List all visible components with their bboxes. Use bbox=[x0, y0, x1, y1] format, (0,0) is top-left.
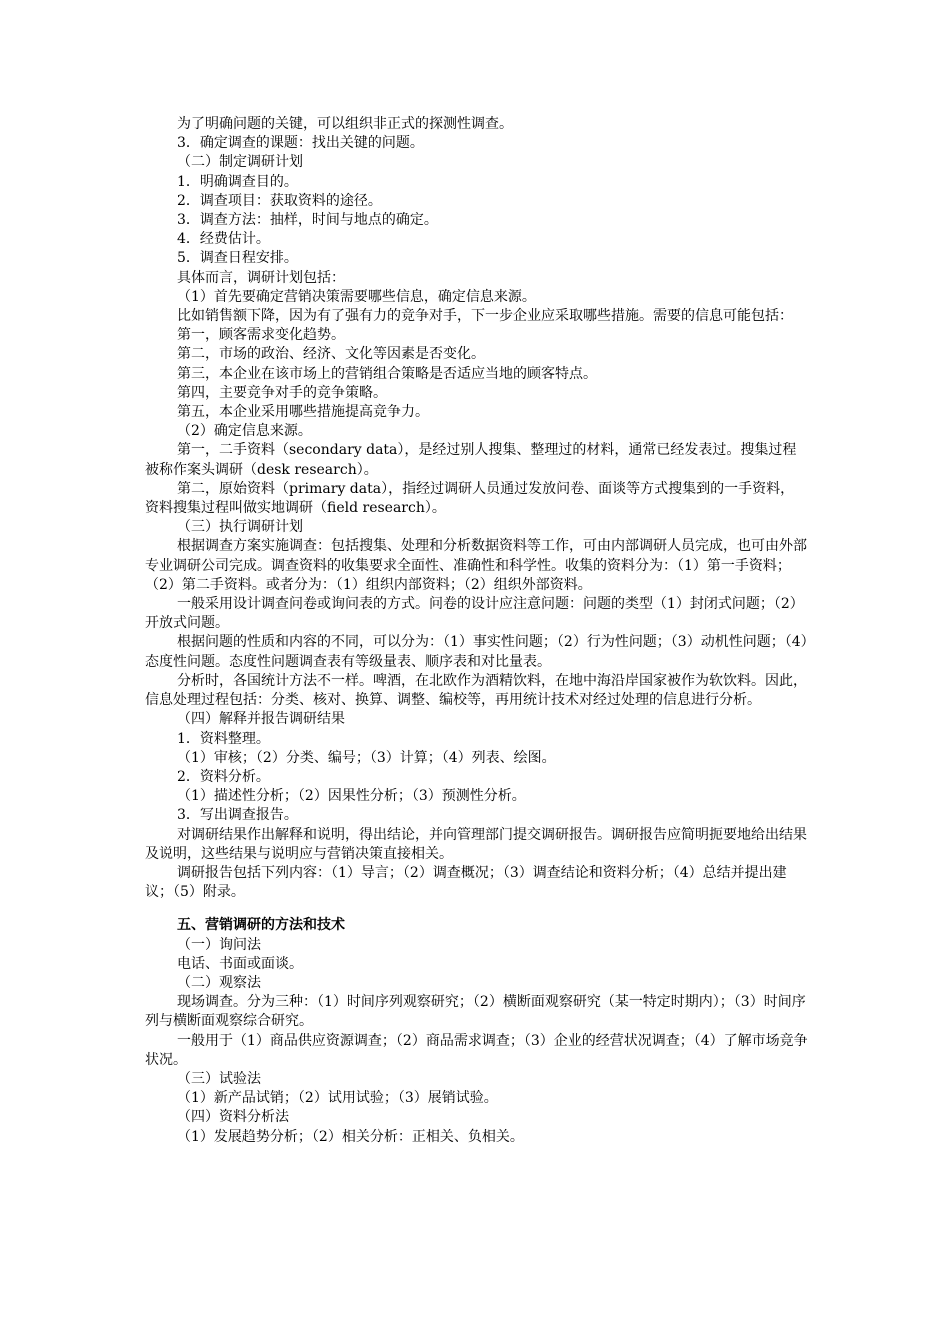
paragraph: （1）描述性分析；（2）因果性分析；（3）预测性分析。 bbox=[177, 788, 526, 805]
paragraph: 3．调查方法：抽样，时间与地点的确定。 bbox=[177, 212, 438, 229]
paragraph: （四）解释并报告调研结果 bbox=[177, 711, 345, 728]
paragraph: 具体而言，调研计划包括： bbox=[177, 269, 345, 286]
paragraph: （三）试验法 bbox=[177, 1070, 261, 1087]
paragraph: （四）资料分析法 bbox=[177, 1109, 289, 1126]
paragraph: 现场调查。分为三种：（1）时间序列观察研究；（2）横断面观察研究（某一特定时期内）；（3）时间序列与横断面观察综合研究。 bbox=[145, 994, 806, 1030]
paragraph: （二）制定调研计划 bbox=[177, 154, 303, 171]
paragraph: 3．确定调查的课题：找出关键的问题。 bbox=[177, 135, 424, 152]
paragraph: 5．调查日程安排。 bbox=[177, 250, 298, 267]
paragraph: 第一，顾客需求变化趋势。 bbox=[177, 327, 345, 344]
paragraph: （三）执行调研计划 bbox=[177, 519, 303, 536]
paragraph: 1．明确调查目的。 bbox=[177, 173, 298, 190]
paragraph: 第三，本企业在该市场上的营销组合策略是否适应当地的顾客特点。 bbox=[177, 365, 597, 382]
paragraph: 2．资料分析。 bbox=[177, 768, 270, 785]
paragraph: 一般用于（1）商品供应资源调查；（2）商品需求调查；（3）企业的经营状况调查；（4）了解市场竞争状况。 bbox=[145, 1032, 808, 1068]
paragraph: 电话、书面或面谈。 bbox=[177, 955, 303, 972]
document-body bbox=[145, 115, 808, 1147]
paragraph: （二）观察法 bbox=[177, 974, 261, 991]
paragraph: 第四，主要竞争对手的竞争策略。 bbox=[177, 384, 387, 401]
paragraph: 一般采用设计调查问卷或询问表的方式。问卷的设计应注意问题：问题的类型（1）封闭式问题；（2）开放式问题。 bbox=[145, 596, 804, 632]
paragraph: （2）确定信息来源。 bbox=[177, 423, 312, 440]
paragraph: （一）询问法 bbox=[177, 936, 261, 953]
paragraph: 1．资料整理。 bbox=[177, 730, 270, 747]
paragraph: 比如销售额下降，因为有了强有力的竞争对手，下一步企业应采取哪些措施。需要的信息可能包括： bbox=[177, 308, 793, 325]
paragraph: 根据问题的性质和内容的不同，可以分为：（1）事实性问题；（2）行为性问题；（3）动机性问题；（4）态度性问题。态度性问题调查表有等级量表、顺序表和对比量表。 bbox=[145, 634, 808, 670]
paragraph: （1）新产品试销；（2）试用试验；（3）展销试验。 bbox=[177, 1090, 498, 1107]
paragraph: 第五，本企业采用哪些措施提高竞争力。 bbox=[177, 404, 429, 421]
paragraph: 第一，二手资料（secondary data），是经过别人搜集、整理过的材料，通常已经发表过。搜集过程被称作案头调研（desk research）。 bbox=[145, 442, 797, 478]
paragraph: （1）发展趋势分析；（2）相关分析：正相关、负相关。 bbox=[177, 1128, 524, 1145]
paragraph: 第二，市场的政治、经济、文化等因素是否变化。 bbox=[177, 346, 485, 363]
paragraph: （1）首先要确定营销决策需要哪些信息，确定信息来源。 bbox=[177, 288, 536, 305]
paragraph: 对调研结果作出解释和说明，得出结论，并向管理部门提交调研报告。调研报告应简明扼要地给出结果及说明，这些结果与说明应与营销决策直接相关。 bbox=[145, 826, 807, 862]
paragraph: 第二，原始资料（primary data），指经过调研人员通过发放问卷、面谈等方式搜集到的一手资料，资料搜集过程叫做实地调研（field research）。 bbox=[145, 480, 795, 517]
paragraph: 调研报告包括下列内容：（1）导言；（2）调查概况；（3）调查结论和资料分析；（4）总结并提出建议；（5）附录。 bbox=[145, 864, 787, 901]
paragraph: 4．经费估计。 bbox=[177, 231, 270, 248]
paragraph: （1）审核；（2）分类、编号；（3）计算；（4）列表、绘图。 bbox=[177, 749, 556, 766]
paragraph: 根据调查方案实施调查：包括搜集、处理和分析数据资料等工作，可由内部调研人员完成，也可由外部专业调研公司完成。调查资料的收集要求全面性、准确性和科学性。收集的资料分为：（1）第一手资料；（2）第二手资料。或者分为：（1）组织内部资料；（2）组织外部资料。 bbox=[145, 538, 807, 593]
section-heading: 五、营销调研的方法和技术 bbox=[177, 917, 345, 934]
paragraph: 为了明确问题的关键，可以组织非正式的探测性调查。 bbox=[177, 116, 513, 132]
paragraph: 3．写出调查报告。 bbox=[177, 807, 298, 824]
paragraph: 2．调查项目：获取资料的途径。 bbox=[177, 192, 382, 209]
paragraph: 分析时，各国统计方法不一样。啤酒，在北欧作为酒精饮料，在地中海沿岸国家被作为软饮料。因此，信息处理过程包括：分类、核对、换算、调整、编校等，再用统计技术对经过处理的信息进行分析。 bbox=[145, 672, 807, 709]
